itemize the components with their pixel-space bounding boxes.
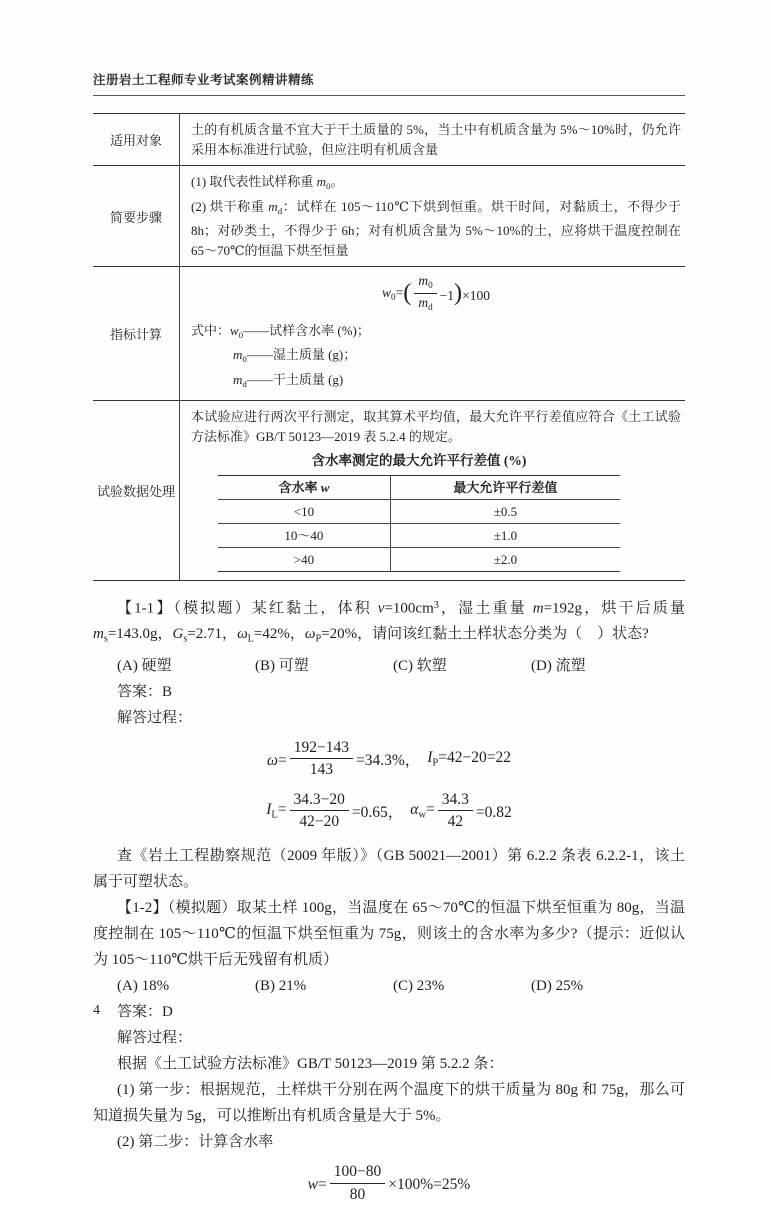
page-header: [93, 70, 685, 96]
formula-fraction: [330, 1162, 386, 1204]
choice-b: (B) 21%: [255, 978, 307, 995]
moisture-range: 10～40: [218, 524, 391, 547]
choice-c: (C) 23%: [393, 978, 445, 995]
formula-part: $\alpha_w=$: [410, 800, 435, 821]
row-content: [180, 401, 685, 580]
formula-part: ω=: [267, 751, 287, 769]
p1-formula-il-aw: [93, 792, 685, 834]
col-header-tolerance: 最大允许平行差值: [453, 479, 558, 495]
tolerance-row-3: [218, 547, 620, 571]
row-content: [180, 166, 685, 266]
p1-formula-omega: [93, 740, 685, 782]
formula-fraction: [290, 790, 349, 832]
problem-1-2-statement: 【1-2】（模拟题）取某土样 100g，当温度在 65～70℃的恒温下烘至恒重为 80g，当温度控制在 105～110℃的恒温下烘至恒重为 75g，则该土的含水率为多少?（提示：近似认为 105～110℃烘干后无残留有机质）: [93, 900, 685, 969]
formula-fraction: [414, 273, 436, 313]
problem-1-1-answer: 答案：B: [117, 683, 173, 700]
tolerance-table-title: 含水率测定的最大允许平行差值 (%): [311, 453, 527, 469]
choice-c: (C) 软塑: [393, 657, 447, 674]
fraction-numerator: 100−80: [330, 1162, 386, 1183]
fraction-denominator: 42: [447, 813, 464, 831]
step-1-text: (1) 取代表性试样称重 $m_0$。: [191, 174, 344, 192]
fraction-denominator: $m_d$: [418, 294, 433, 313]
problem-1-2-process-label: 解答过程：: [117, 1030, 193, 1047]
tolerance-table-block: [218, 451, 620, 572]
row-content: [180, 267, 685, 400]
open-paren: (: [403, 279, 412, 307]
problem-1-1-process-label: 解答过程：: [117, 709, 193, 726]
data-processing-text: 本试验应进行两次平行测定，取其算术平均值，最大允许平行差值应符合《土工试验方法标准》GB/T 50123—2019 表 5.2.4 的规定。: [191, 409, 681, 444]
row-label: 试验数据处理: [93, 401, 180, 580]
tolerance-value: ±2.0: [493, 551, 518, 567]
formula-part: =0.82: [475, 803, 512, 821]
p2-formula-w: [93, 1164, 685, 1206]
tolerance-value: ±0.5: [493, 503, 518, 519]
problem-1-2-choices: [93, 973, 685, 999]
formula-minus-one: −1: [439, 287, 455, 303]
fraction-numerator: 34.3−20: [290, 790, 349, 811]
choice-a: (A) 硬塑: [117, 657, 172, 674]
tolerance-row-2: [218, 523, 620, 547]
header-rule: [93, 95, 685, 96]
row-label: 适用对象: [93, 114, 180, 165]
table-row-brief-steps: [93, 165, 685, 266]
where-line-w0: 式中：$w_0——$试样含水率 (%)；: [191, 322, 370, 340]
moisture-range: >40: [218, 548, 391, 571]
formula-fraction: [290, 738, 353, 780]
fraction-numerator: 192−143: [290, 738, 353, 759]
formula-part: $I_L=$: [266, 800, 287, 821]
formula-fraction: [438, 790, 473, 832]
choice-d: (D) 25%: [531, 978, 584, 995]
where-line-md: $m_d——$干土质量 (g): [233, 371, 344, 389]
moisture-range: <10: [218, 500, 391, 523]
fraction-denominator: 143: [309, 761, 333, 779]
formula-part: ×100%=25%: [388, 1176, 471, 1194]
moisture-content-formula: [191, 275, 681, 315]
problem-1-2-step2: (2) 第二步：计算含水率: [117, 1134, 274, 1151]
table-row-index-calculation: [93, 266, 685, 400]
page-number: 4: [93, 1003, 100, 1018]
row-label: 指标计算: [93, 267, 180, 400]
tolerance-value: ±1.0: [493, 527, 518, 543]
formula-part: =34.3%，: [355, 751, 421, 769]
problem-1-2-basis: 根据《土工试验方法标准》GB/T 50123—2019 第 5.2.2 条：: [117, 1056, 504, 1073]
method-summary-table: [93, 113, 685, 581]
table-row-applicable-object: [93, 114, 685, 165]
problems-section: [93, 593, 685, 1206]
choice-b: (B) 可塑: [255, 657, 309, 674]
formula-part: =0.65，: [351, 803, 404, 821]
choice-a: (A) 18%: [117, 978, 170, 995]
fraction-numerator: $m_0$: [414, 273, 436, 294]
formula-part: w=: [307, 1176, 327, 1194]
row-label: 简要步骤: [93, 166, 180, 266]
problem-1-1-statement: 【1-1】（模拟题）某红黏土，体积 $v=100cm^3$，湿土重量 m=192g，烘干后质量 $m_s=143.0g$，$G_s=2.71$，$\omega_L=42\%$，$\omega_P=20\%$，请问该红黏土土样状态分类为（ ）状态?: [93, 599, 685, 645]
fraction-numerator: 34.3: [438, 790, 473, 811]
problem-1-2-step1: (1) 第一步：根据规范，土样烘干分别在两个温度下的烘干质量为 80g 和 75g，那么可知道损失量为 5g，可以推断出有机质含量是大于 5%。: [93, 1082, 685, 1125]
fraction-denominator: 42−20: [299, 813, 340, 831]
tolerance-row-1: [218, 499, 620, 523]
where-line-m0: $m_0——$湿土质量 (g)；: [233, 347, 357, 365]
choice-d: (D) 流塑: [531, 657, 586, 674]
table-row-data-processing: [93, 400, 685, 580]
close-paren: ): [454, 279, 463, 307]
problem-1-1-conclusion: 查《岩土工程勘察规范（2009 年版）》（GB 50021—2001）第 6.2.2 条表 6.2.2-1，该土属于可塑状态。: [93, 848, 685, 891]
fraction-denominator: 80: [349, 1185, 366, 1203]
row-content: [180, 114, 685, 165]
formula-part: $I_P=42-20=22$: [427, 749, 511, 769]
tolerance-table: [218, 475, 620, 572]
running-header-title: 注册岩土工程师专业考试案例精讲精练: [93, 73, 315, 87]
formula-tail: ×100: [462, 287, 490, 303]
col-header-moisture: 含水率 w: [218, 476, 391, 499]
formula-lhs: $w_0=$: [381, 285, 404, 303]
tolerance-header-row: [218, 476, 620, 499]
step-2-text: (2) 烘干称重 $m_d$：试样在 105～110℃下烘到恒重。烘干时间，对黏质土，不得少于 8h；对砂类土，不得少于 6h；对有机质含量为 5%～10%的土，应将烘干温度控制在 65～70℃的恒温下烘至恒量: [191, 198, 681, 258]
applicable-object-text: 土的有机质含量不宜大于干土质量的 5%，当土中有机质含量为 5%～10%时，仍允许采用本标准进行试验，但应注明有机质含量: [191, 122, 681, 157]
problem-1-2-answer: 答案：D: [117, 1004, 173, 1021]
problem-1-1-choices: [93, 653, 685, 679]
